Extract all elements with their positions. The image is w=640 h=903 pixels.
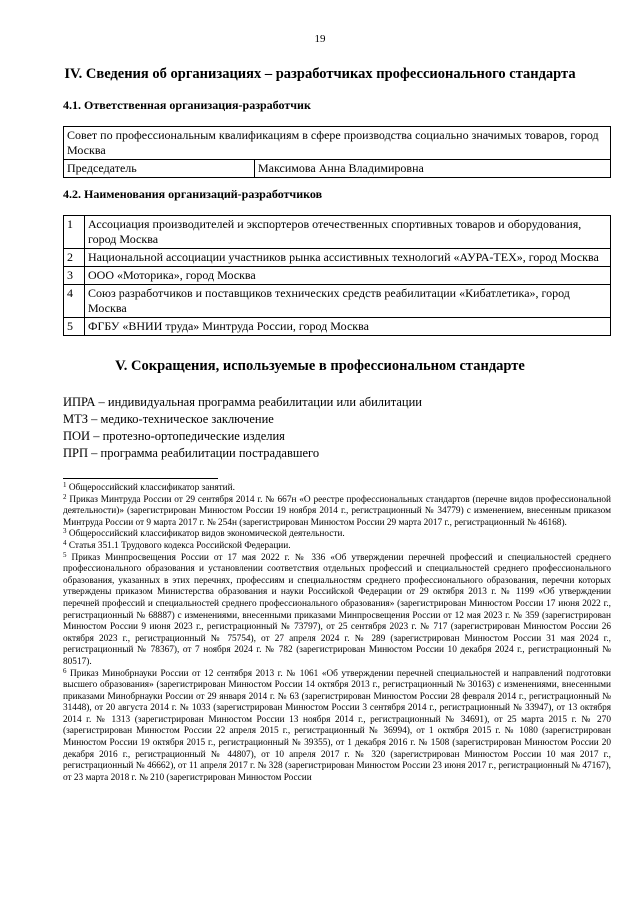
footnote [63,538,611,553]
footnote-text: Общероссийский классификатор занятий. [68,483,235,493]
table-row [64,267,611,285]
footnote-text: Приказ Минобрнауки России от 12 сентября 2013 г. № 1061 «Об утверждении перечней специальностей и направлений подготовки высшего образования» (зарегистрирован Минюстом России 14 октября 2013 г., регистрационный № 30163) с изменениями, внесенными приказами Минобрнауки России от 29 января 2014 г. № 63 (зарегистрирован Минюстом России 28 февраля 2014 г., регистрационный № 31448), от 20 августа 2014 г. № 1033 (зарегистрирован Минюстом России 3 сентября 2014 г., регистрационный № 33947), от 13 октября 2014 г. № 1313 (зарегистрирован Минюстом России 13 ноября 2014 г., регистрационный № 34691), от 25 марта 2015 г. № 270 (зарегистрирован Минюстом России 22 апреля 2015 г., регистрационный № 36994), от 1 октября 2015 г. № 1080 (зарегистрирован Минюстом России 19 октября 2015 г., регистрационный № 39355), от 1 декабря 2016 г. № 1508 (зарегистрирован Минюстом России 20 декабря 2016 г., регистрационный № 44807), от 10 апреля 2017 г. № 320 (зарегистрирован Минюстом России 10 мая 2017 г., регистрационный № 46662), от 11 апреля 2017 г. № 328 (зарегистрирован Минюстом России 23 июня 2017 г., регистрационный № 47167), от 23 марта 2018 г. № 210 (зарегистрирован Минюстом России [63,668,611,783]
footnote-mark: 2 [63,492,67,501]
footnote [63,492,612,530]
footnote-separator [63,478,218,479]
table-row [64,216,611,249]
footnote [63,529,611,541]
chairman-role: Председатель [64,160,255,178]
chairman-name: Максимова Анна Владимировна [255,160,611,178]
row-number: 4 [64,285,85,318]
subsection-4-2-title: 4.2. Наименования организаций-разработчиков [63,187,323,201]
row-number: 3 [64,267,85,285]
organization-name: ФГБУ «ВНИИ труда» Минтруда России, город Москва [85,318,611,336]
list-item: ИПРА – индивидуальная программа реабилитации или абилитации [63,395,422,409]
row-number: 5 [64,318,85,336]
organization-name: Национальной ассоциации участников рынка ассистивных технологий «АУРА-ТЕХ», город Москва [85,249,611,267]
responsible-organization-name: Совет по профессиональным квалификациям в сфере производства социально значимых товаров, город Москва [64,127,611,160]
footnote-text: Приказ Минтруда России от 29 сентября 2014 г. № 667н «О реестре профессиональных стандартов (перечне видов профессиональной деятельности)» (зарегистрирован Минюстом России 19 ноября 2014 г., регистрационный № 34779) с изменением, внесенным приказом Минтруда России от 9 марта 2017 г. № 254н (зарегистрирован Минюстом России 29 марта 2017 г., регистрационный № 46168). [63,494,612,528]
list-item: МТЗ – медико-техническое заключение [63,412,274,426]
footnote-text: Статья 351.1 Трудового кодекса Российской Федерации. [68,540,291,551]
list-item: ПОИ – протезно-ортопедические изделия [63,429,285,443]
table-row [64,249,611,267]
organization-name: Союз разработчиков и поставщиков технических средств реабилитации «Кибатлетика», город Москва [85,285,611,318]
footnote-mark: 1 [63,481,67,489]
organization-name: Ассоциация производителей и экспортеров отечественных спортивных товаров и оборудования, город Москва [85,216,611,249]
subsection-4-1-title: 4.1. Ответственная организация-разработчик [63,98,311,112]
organization-name: ООО «Моторика», город Москва [85,267,611,285]
footnote [63,483,611,495]
footnote-mark: 6 [63,666,67,675]
row-number: 1 [64,216,85,249]
page-number: 19 [314,33,326,45]
row-number: 2 [64,249,85,267]
section-5-title: V. Сокращения, используемые в профессиональном стандарте [115,358,525,374]
list-item: ПРП – программа реабилитации пострадавшего [63,446,320,460]
developer-organizations-table [63,215,611,336]
footnote [63,666,611,785]
table-row [64,285,611,318]
responsible-organization-table [63,126,611,178]
abbreviations-list [63,394,422,462]
footnote [63,550,611,669]
footnote-mark: 5 [63,550,67,559]
footnote-text: Общероссийский классификатор видов экономической деятельности. [68,529,345,540]
footnote-text: Приказ Минпросвещения России от 17 мая 2022 г. № 336 «Об утверждении перечней профессий и специальностей среднего профессионального образования и установлении соответствия отдельных профессий и специальностей среднего профессионального образования, указанных в этих перечнях, профессиям и специальностям среднего профессионального образования, перечни которых утверждены приказом Министерства образования и науки Российской Федерации от 29 октября 2013 г. № 1199 «Об утверждении перечней профессий и специальностей среднего профессионального образования» (зарегистрирован Минюстом России 17 июня 2022 г., регистрационный № 68887) с изменениями, внесенными приказами Минпросвещения России от 12 мая 2023 г. № 359 (зарегистрирован Минюстом России 9 июня 2023 г., регистрационный № 73797), от 25 сентября 2023 г. № 717 (зарегистрирован Минюстом России 26 октября 2023 г., регистрационный № 75754), от 27 апреля 2024 г. № 289 (зарегистрирован Минюстом России 31 мая 2024 г., регистрационный № 78367), от 7 ноября 2024 г. № 782 (зарегистрирован Минюстом России 10 декабря 2024 г., регистрационный № 80517). [63,552,611,667]
footnote-mark: 4 [63,538,67,547]
section-4-title: IV. Сведения об организациях – разработчиках профессионального стандарта [64,66,576,82]
footnote-mark: 3 [63,527,67,536]
table-row [64,318,611,336]
footnotes [63,483,611,784]
